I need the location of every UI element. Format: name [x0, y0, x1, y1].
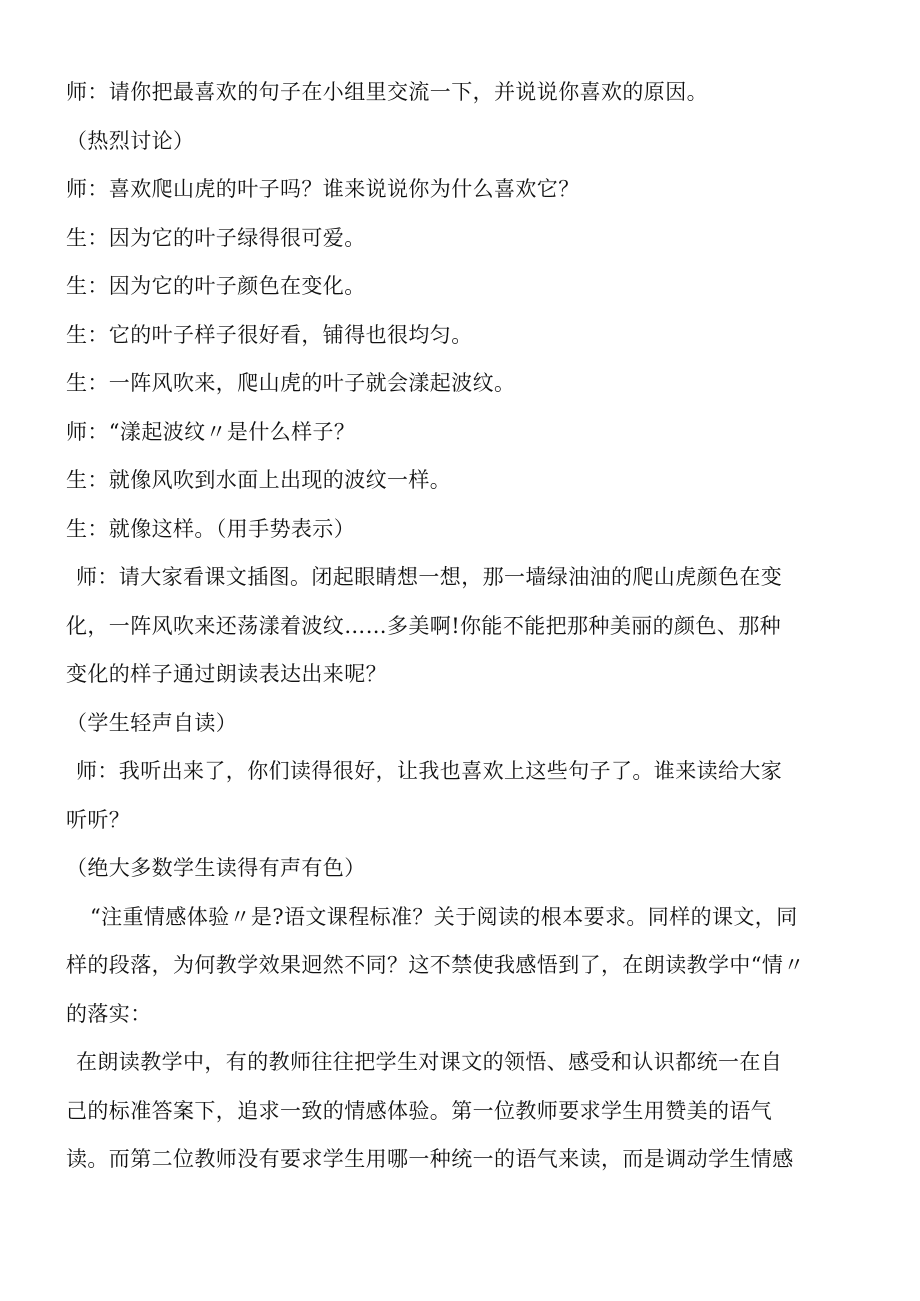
text-line: 师：请大家看课文插图。闭起眼睛想一想，那一墙绿油油的爬山虎颜色在变 — [76, 565, 783, 589]
text-line: 读。而第二位教师没有要求学生用哪一种统一的语气来读，而是调动学生情感 — [66, 1147, 794, 1171]
text-line: “注重情感体验〃是?语文课程标准？关于阅读的根本要求。同样的课文，同 — [90, 904, 798, 929]
text-line: 师：请你把最喜欢的句子在小组里交流一下，并说说你喜欢的原因。 — [66, 80, 708, 104]
text-line: 师：“漾起波纹〃是什么样子？ — [66, 419, 356, 444]
text-line: 的落实： — [66, 1001, 152, 1026]
document-body — [66, 68, 866, 1184]
text-line: （学生轻声自读） — [66, 710, 238, 735]
text-line: （绝大多数学生读得有声有色） — [66, 856, 366, 880]
text-line: 师：喜欢爬山虎的叶子吗？谁来说说你为什么喜欢它？ — [66, 177, 580, 201]
text-line: 生：就像这样。（用手势表示） — [66, 516, 356, 541]
text-line: 生：因为它的叶子颜色在变化。 — [66, 274, 366, 298]
text-line: 听听？ — [66, 807, 131, 832]
text-line: 变化的样子通过朗读表达出来呢？ — [66, 662, 387, 686]
text-line: 化，一阵风吹来还荡漾着波纹……多美啊!你能不能把那种美丽的颜色、那种 — [66, 613, 782, 638]
text-line: 生：一阵风吹来，爬山虎的叶子就会漾起波纹。 — [66, 371, 516, 395]
text-line: 样的段落，为何教学效果迥然不同？这不禁使我感悟到了，在朗读教学中“情〃 — [66, 953, 805, 977]
text-line: 生：就像风吹到水面上出现的波纹一样。 — [66, 468, 452, 492]
text-line: 生：因为它的叶子绿得很可爱。 — [66, 225, 366, 250]
text-line: 己的标准答案下，追求一致的情感体验。第一位教师要求学生用赞美的语气 — [66, 1098, 773, 1123]
text-line: 生：它的叶子样子很好看，铺得也很均匀。 — [66, 322, 473, 347]
text-line: 师：我听出来了，你们读得很好，让我也喜欢上这些句子了。谁来读给大家 — [76, 759, 783, 783]
text-line: （热烈讨论） — [66, 128, 195, 153]
text-line: 在朗读教学中，有的教师往往把学生对课文的领悟、感受和认识都统一在自 — [76, 1050, 783, 1074]
